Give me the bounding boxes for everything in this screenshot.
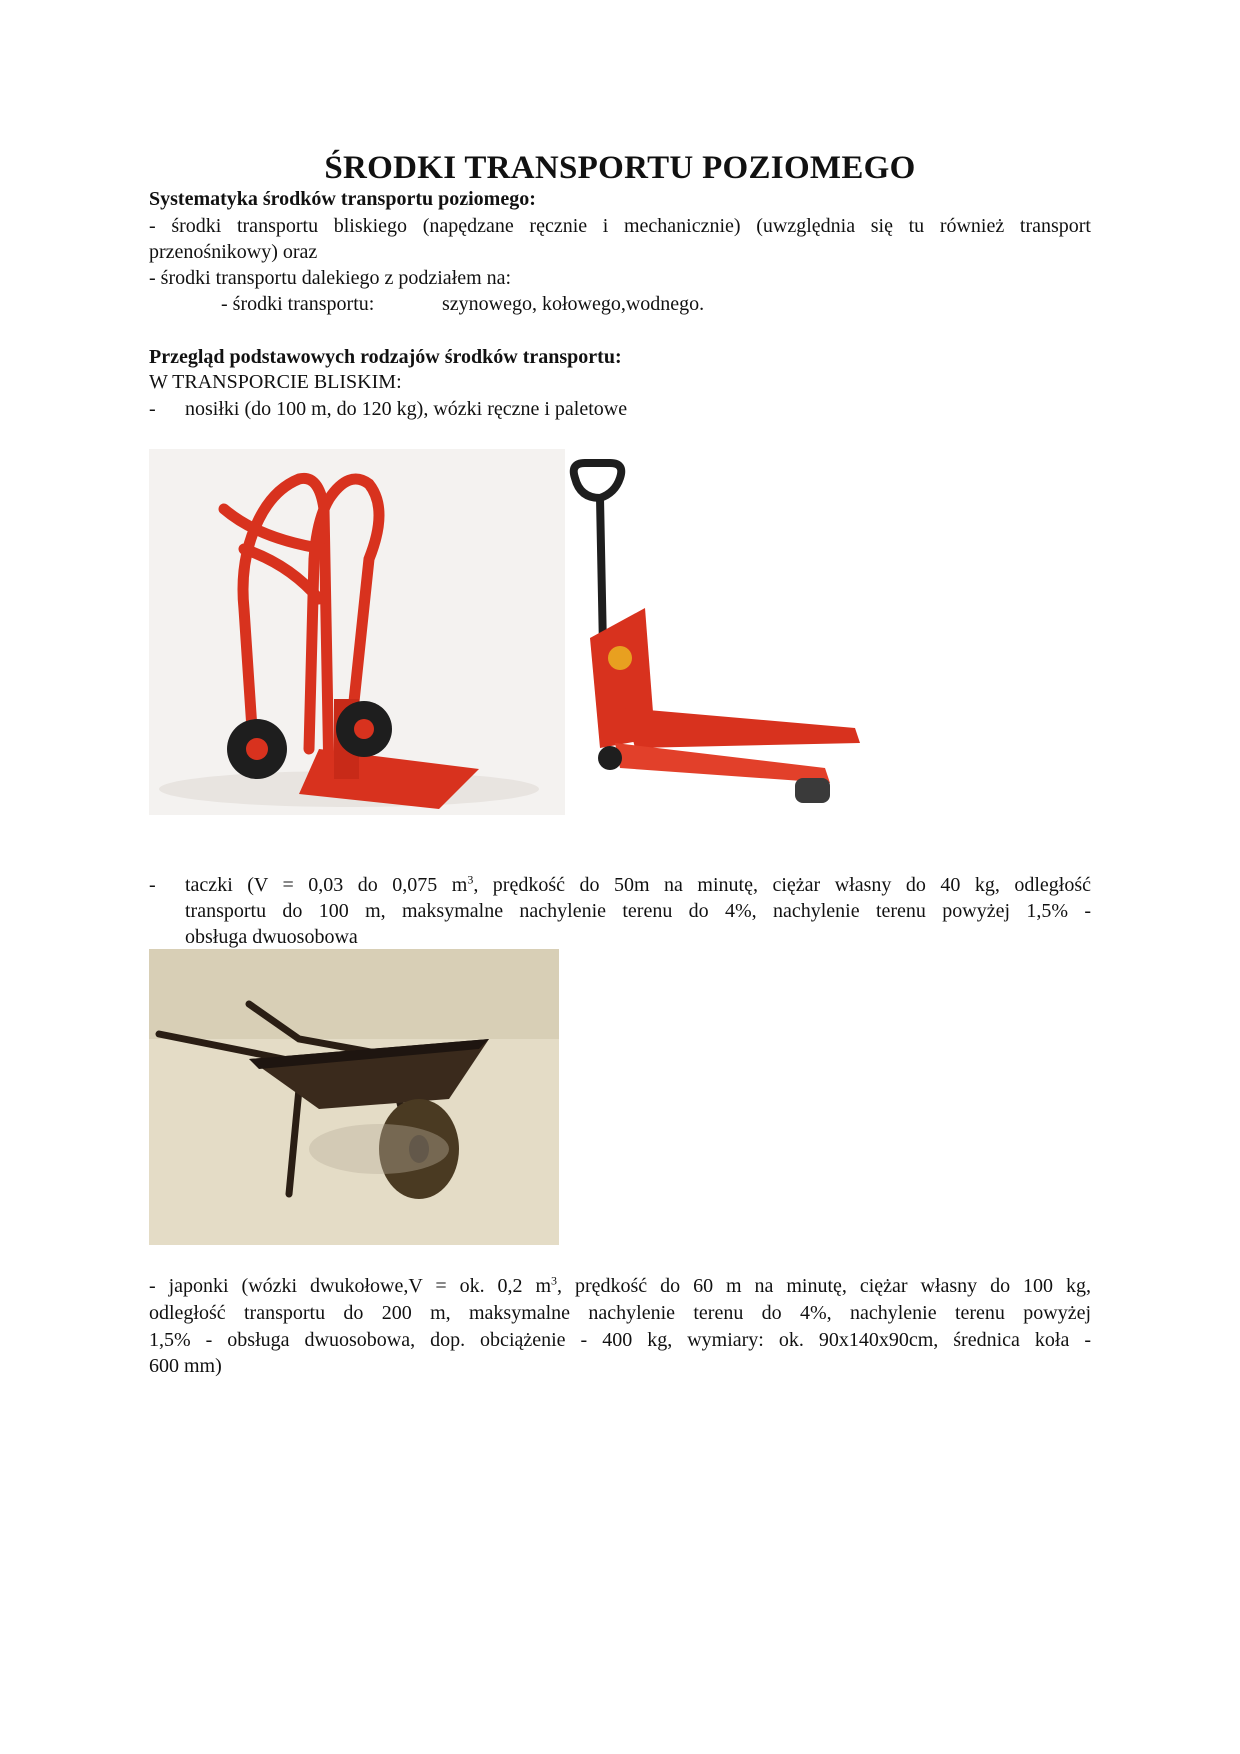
pallet-truck-image <box>565 458 927 815</box>
paragraph-line: 600 mm) <box>149 1355 222 1377</box>
list-bullet: - <box>149 874 156 896</box>
paragraph-line: szynowego, kołowego,wodnego. <box>442 293 705 315</box>
section-heading-overview: Przegląd podstawowych rodzajów środków transportu: <box>149 346 622 368</box>
list-bullet: - <box>149 398 156 420</box>
section-heading-systematics: Systematyka środków transportu poziomego: <box>149 188 536 210</box>
paragraph-line: obsługa dwuosobowa <box>185 926 358 948</box>
wheelbarrow-image <box>149 949 559 1245</box>
list-item: nosiłki (do 100 m, do 120 kg), wózki ręczne i paletowe <box>185 398 628 420</box>
paragraph-line: transportu do 100 m, maksymalne nachylenie terenu do 4%, nachylenie terenu powyżej 1,5% - <box>185 900 1091 922</box>
paragraph-line: przenośnikowy) oraz <box>149 241 318 263</box>
section-subheading: W TRANSPORCIE BLISKIM: <box>149 371 402 393</box>
list-item: taczki (V = 0,03 do 0,075 $m^3$, prędkość do 50m na minutę, ciężar własny do 40 kg, odległość <box>185 872 1091 896</box>
paragraph-line: 1,5% - obsługa dwuosobowa, dop. obciążenie - 400 kg, wymiary: ok. 90x140x90cm, średnica koła - <box>149 1329 1091 1351</box>
list-item: - japonki (wózki dwukołowe,V = ok. 0,2 $m^3$, prędkość do 60 m na minutę, ciężar własny do 100 kg, <box>149 1273 1091 1297</box>
paragraph-line: - środki transportu: <box>221 293 375 315</box>
paragraph-line: - środki transportu dalekiego z podziałem na: <box>149 267 512 289</box>
paragraph-line: - środki transportu bliskiego (napędzane ręcznie i mechanicznie) (uwzględnia się tu również transport <box>149 215 1091 237</box>
paragraph-line: odległość transportu do 200 m, maksymalne nachylenie terenu do 4%, nachylenie terenu powyżej <box>149 1302 1091 1324</box>
page-title: ŚRODKI TRANSPORTU POZIOMEGO <box>324 150 916 186</box>
hand-truck-image <box>149 449 565 815</box>
